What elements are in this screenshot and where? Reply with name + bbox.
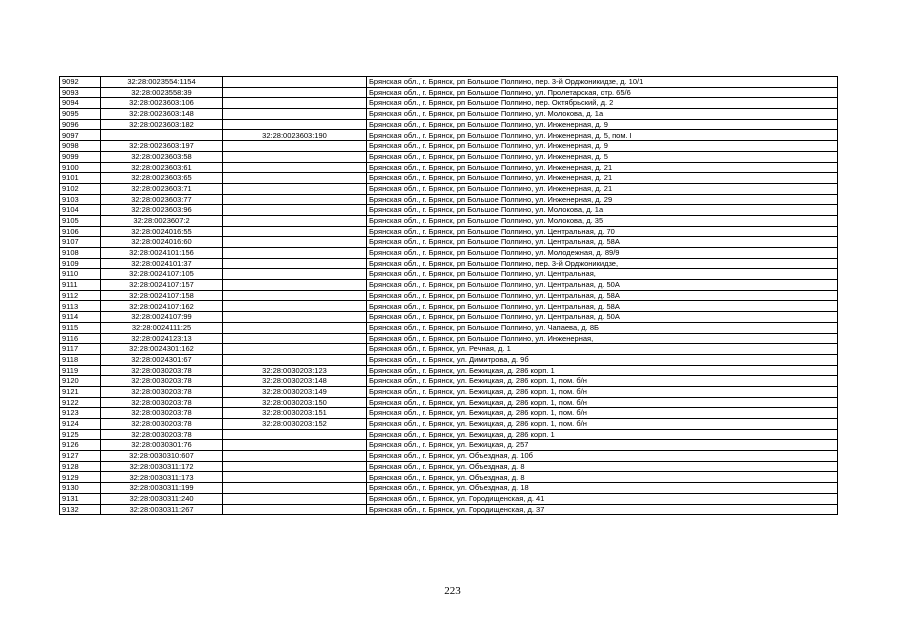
row-number-cell: 9095 <box>60 109 101 120</box>
cadastral-number-cell: 32:28:0023603:148 <box>101 109 223 120</box>
table-row <box>60 312 838 323</box>
cadastral-number-cell: 32:28:0024101:37 <box>101 258 223 269</box>
address-cell: Брянская обл., г. Брянск, ул. Димитрова, д. 9б <box>367 354 838 365</box>
address-cell: Брянская обл., г. Брянск, рп Большое Полпино, ул. Молодежная, д. 89/9 <box>367 248 838 259</box>
address-cell: Брянская обл., г. Брянск, рп Большое Полпино, ул. Инженерная, д. 21 <box>367 183 838 194</box>
cadastral-number-cell: 32:28:0023603:58 <box>101 151 223 162</box>
row-number-cell: 9120 <box>60 376 101 387</box>
sub-cadastral-number-cell <box>223 290 367 301</box>
address-cell: Брянская обл., г. Брянск, рп Большое Полпино, ул. Молокова, д. 1а <box>367 205 838 216</box>
address-cell: Брянская обл., г. Брянск, ул. Бежицкая, д. 286 корп. 1 <box>367 429 838 440</box>
cadastral-number-cell: 32:28:0030203:78 <box>101 376 223 387</box>
cadastral-number-cell: 32:28:0023603:197 <box>101 141 223 152</box>
table-row <box>60 429 838 440</box>
address-cell: Брянская обл., г. Брянск, рп Большое Полпино, ул. Инженерная, д. 5, пом. I <box>367 130 838 141</box>
address-cell: Брянская обл., г. Брянск, ул. Бежицкая, д. 286 корп. 1, пом. б/н <box>367 386 838 397</box>
row-number-cell: 9117 <box>60 344 101 355</box>
sub-cadastral-number-cell <box>223 301 367 312</box>
cadastral-number-cell: 32:28:0023603:65 <box>101 173 223 184</box>
address-cell: Брянская обл., г. Брянск, ул. Бежицкая, д. 286 корп. 1, пом. б/н <box>367 376 838 387</box>
table-row <box>60 248 838 259</box>
address-cell: Брянская обл., г. Брянск, рп Большое Полпино, ул. Центральная, д. 58А <box>367 301 838 312</box>
sub-cadastral-number-cell <box>223 205 367 216</box>
address-cell: Брянская обл., г. Брянск, рп Большое Полпино, ул. Инженерная, д. 5 <box>367 151 838 162</box>
row-number-cell: 9122 <box>60 397 101 408</box>
table-row <box>60 205 838 216</box>
table-row <box>60 451 838 462</box>
table-row <box>60 194 838 205</box>
sub-cadastral-number-cell <box>223 248 367 259</box>
cadastral-number-cell: 32:28:0024107:105 <box>101 269 223 280</box>
table-row <box>60 183 838 194</box>
sub-cadastral-number-cell <box>223 333 367 344</box>
address-cell: Брянская обл., г. Брянск, рп Большое Полпино, ул. Инженерная, <box>367 333 838 344</box>
cadastral-number-cell: 32:28:0023603:71 <box>101 183 223 194</box>
row-number-cell: 9099 <box>60 151 101 162</box>
sub-cadastral-number-cell <box>223 322 367 333</box>
address-cell: Брянская обл., г. Брянск, ул. Объездная, д. 18 <box>367 483 838 494</box>
sub-cadastral-number-cell <box>223 151 367 162</box>
row-number-cell: 9115 <box>60 322 101 333</box>
row-number-cell: 9121 <box>60 386 101 397</box>
address-cell: Брянская обл., г. Брянск, рп Большое Полпино, ул. Пролетарская, стр. 65/6 <box>367 87 838 98</box>
cadastral-number-cell: 32:28:0024101:156 <box>101 248 223 259</box>
address-cell: Брянская обл., г. Брянск, рп Большое Полпино, ул. Центральная, <box>367 269 838 280</box>
row-number-cell: 9092 <box>60 77 101 88</box>
sub-cadastral-number-cell <box>223 77 367 88</box>
cadastral-number-cell: 32:28:0024301:67 <box>101 354 223 365</box>
row-number-cell: 9132 <box>60 504 101 515</box>
cadastral-number-cell: 32:28:0024301:162 <box>101 344 223 355</box>
address-cell: Брянская обл., г. Брянск, ул. Бежицкая, д. 286 корп. 1 <box>367 365 838 376</box>
table-row <box>60 130 838 141</box>
property-registry-table <box>59 76 838 515</box>
cadastral-number-cell: 32:28:0023603:106 <box>101 98 223 109</box>
address-cell: Брянская обл., г. Брянск, рп Большое Полпино, ул. Инженерная, д. 21 <box>367 173 838 184</box>
table-row <box>60 301 838 312</box>
row-number-cell: 9104 <box>60 205 101 216</box>
cadastral-number-cell: 32:28:0023603:77 <box>101 194 223 205</box>
table-row <box>60 109 838 120</box>
cadastral-number-cell: 32:28:0030311:267 <box>101 504 223 515</box>
table-row <box>60 141 838 152</box>
address-cell: Брянская обл., г. Брянск, рп Большое Полпино, ул. Центральная, д. 58А <box>367 290 838 301</box>
sub-cadastral-number-cell <box>223 344 367 355</box>
row-number-cell: 9110 <box>60 269 101 280</box>
address-cell: Брянская обл., г. Брянск, ул. Бежицкая, д. 286 корп. 1, пом. б/н <box>367 419 838 430</box>
row-number-cell: 9108 <box>60 248 101 259</box>
address-cell: Брянская обл., г. Брянск, ул. Объездная, д. 10б <box>367 451 838 462</box>
cadastral-number-cell: 32:28:0024107:99 <box>101 312 223 323</box>
table-row <box>60 376 838 387</box>
table-row <box>60 162 838 173</box>
cadastral-number-cell <box>101 130 223 141</box>
cadastral-number-cell: 32:28:0024107:157 <box>101 280 223 291</box>
row-number-cell: 9129 <box>60 472 101 483</box>
sub-cadastral-number-cell <box>223 269 367 280</box>
sub-cadastral-number-cell <box>223 119 367 130</box>
sub-cadastral-number-cell: 32:28:0030203:149 <box>223 386 367 397</box>
row-number-cell: 9128 <box>60 461 101 472</box>
table-row <box>60 440 838 451</box>
address-cell: Брянская обл., г. Брянск, рп Большое Полпино, ул. Молокова, д. 1а <box>367 109 838 120</box>
address-cell: Брянская обл., г. Брянск, рп Большое Полпино, ул. Инженерная, д. 21 <box>367 162 838 173</box>
row-number-cell: 9125 <box>60 429 101 440</box>
table-row <box>60 290 838 301</box>
cadastral-number-cell: 32:28:0024111:25 <box>101 322 223 333</box>
address-cell: Брянская обл., г. Брянск, рп Большое Полпино, ул. Чапаева, д. 8Б <box>367 322 838 333</box>
sub-cadastral-number-cell <box>223 109 367 120</box>
sub-cadastral-number-cell: 32:28:0030203:123 <box>223 365 367 376</box>
address-cell: Брянская обл., г. Брянск, рп Большое Полпино, ул. Центральная, д. 58А <box>367 237 838 248</box>
table-row <box>60 280 838 291</box>
table-row <box>60 493 838 504</box>
cadastral-number-cell: 32:28:0030203:78 <box>101 397 223 408</box>
cadastral-number-cell: 32:28:0030203:78 <box>101 429 223 440</box>
row-number-cell: 9106 <box>60 226 101 237</box>
address-cell: Брянская обл., г. Брянск, ул. Речная, д. 1 <box>367 344 838 355</box>
sub-cadastral-number-cell: 32:28:0023603:190 <box>223 130 367 141</box>
cadastral-number-cell: 32:28:0030203:78 <box>101 408 223 419</box>
cadastral-number-cell: 32:28:0023603:182 <box>101 119 223 130</box>
row-number-cell: 9124 <box>60 419 101 430</box>
sub-cadastral-number-cell <box>223 280 367 291</box>
sub-cadastral-number-cell <box>223 504 367 515</box>
row-number-cell: 9126 <box>60 440 101 451</box>
sub-cadastral-number-cell <box>223 258 367 269</box>
row-number-cell: 9111 <box>60 280 101 291</box>
cadastral-number-cell: 32:28:0023603:61 <box>101 162 223 173</box>
sub-cadastral-number-cell <box>223 429 367 440</box>
table-row <box>60 333 838 344</box>
address-cell: Брянская обл., г. Брянск, рп Большое Полпино, пер. Октябрьский, д. 2 <box>367 98 838 109</box>
cadastral-number-cell: 32:28:0030311:199 <box>101 483 223 494</box>
table-row <box>60 461 838 472</box>
sub-cadastral-number-cell <box>223 87 367 98</box>
page-number: 223 <box>444 585 461 597</box>
table-row <box>60 237 838 248</box>
row-number-cell: 9113 <box>60 301 101 312</box>
cadastral-number-cell: 32:28:0030311:173 <box>101 472 223 483</box>
cadastral-number-cell: 32:28:0030203:78 <box>101 419 223 430</box>
table-row <box>60 173 838 184</box>
row-number-cell: 9102 <box>60 183 101 194</box>
sub-cadastral-number-cell <box>223 226 367 237</box>
registry-table-body <box>60 77 838 515</box>
address-cell: Брянская обл., г. Брянск, ул. Бежицкая, д. 286 корп. 1, пом. б/н <box>367 397 838 408</box>
cadastral-number-cell: 32:28:0023603:96 <box>101 205 223 216</box>
row-number-cell: 9105 <box>60 215 101 226</box>
cadastral-number-cell: 32:28:0024107:162 <box>101 301 223 312</box>
row-number-cell: 9094 <box>60 98 101 109</box>
address-cell: Брянская обл., г. Брянск, рп Большое Полпино, ул. Инженерная, д. 9 <box>367 141 838 152</box>
row-number-cell: 9114 <box>60 312 101 323</box>
row-number-cell: 9130 <box>60 483 101 494</box>
table-row <box>60 483 838 494</box>
row-number-cell: 9093 <box>60 87 101 98</box>
sub-cadastral-number-cell <box>223 162 367 173</box>
sub-cadastral-number-cell <box>223 194 367 205</box>
cadastral-number-cell: 32:28:0024016:60 <box>101 237 223 248</box>
row-number-cell: 9107 <box>60 237 101 248</box>
row-number-cell: 9123 <box>60 408 101 419</box>
row-number-cell: 9119 <box>60 365 101 376</box>
sub-cadastral-number-cell <box>223 173 367 184</box>
row-number-cell: 9103 <box>60 194 101 205</box>
row-number-cell: 9109 <box>60 258 101 269</box>
row-number-cell: 9097 <box>60 130 101 141</box>
row-number-cell: 9116 <box>60 333 101 344</box>
table-row <box>60 408 838 419</box>
table-row <box>60 151 838 162</box>
address-cell: Брянская обл., г. Брянск, рп Большое Полпино, ул. Инженерная, д. 9 <box>367 119 838 130</box>
table-row <box>60 344 838 355</box>
sub-cadastral-number-cell <box>223 461 367 472</box>
address-cell: Брянская обл., г. Брянск, рп Большое Полпино, ул. Центральная, д. 50А <box>367 312 838 323</box>
sub-cadastral-number-cell <box>223 141 367 152</box>
sub-cadastral-number-cell <box>223 237 367 248</box>
sub-cadastral-number-cell <box>223 440 367 451</box>
address-cell: Брянская обл., г. Брянск, ул. Бежицкая, д. 286 корп. 1, пом. б/н <box>367 408 838 419</box>
address-cell: Брянская обл., г. Брянск, ул. Объездная, д. 8 <box>367 461 838 472</box>
cadastral-number-cell: 32:28:0030301:76 <box>101 440 223 451</box>
table-row <box>60 397 838 408</box>
row-number-cell: 9096 <box>60 119 101 130</box>
cadastral-number-cell: 32:28:0024016:55 <box>101 226 223 237</box>
cadastral-number-cell: 32:28:0030203:78 <box>101 365 223 376</box>
address-cell: Брянская обл., г. Брянск, рп Большое Полпино, ул. Инженерная, д. 29 <box>367 194 838 205</box>
address-cell: Брянская обл., г. Брянск, рп Большое Полпино, ул. Центральная, д. 70 <box>367 226 838 237</box>
cadastral-number-cell: 32:28:0030311:172 <box>101 461 223 472</box>
cadastral-number-cell: 32:28:0024107:158 <box>101 290 223 301</box>
table-row <box>60 87 838 98</box>
table-row <box>60 98 838 109</box>
sub-cadastral-number-cell: 32:28:0030203:151 <box>223 408 367 419</box>
row-number-cell: 9100 <box>60 162 101 173</box>
table-row <box>60 472 838 483</box>
sub-cadastral-number-cell: 32:28:0030203:150 <box>223 397 367 408</box>
sub-cadastral-number-cell <box>223 183 367 194</box>
address-cell: Брянская обл., г. Брянск, ул. Городищенская, д. 37 <box>367 504 838 515</box>
address-cell: Брянская обл., г. Брянск, рп Большое Полпино, ул. Молокова, д. 35 <box>367 215 838 226</box>
sub-cadastral-number-cell <box>223 354 367 365</box>
sub-cadastral-number-cell <box>223 312 367 323</box>
row-number-cell: 9127 <box>60 451 101 462</box>
sub-cadastral-number-cell: 32:28:0030203:152 <box>223 419 367 430</box>
cadastral-number-cell: 32:28:0023607:2 <box>101 215 223 226</box>
table-row <box>60 504 838 515</box>
table-row <box>60 215 838 226</box>
cadastral-number-cell: 32:28:0024123:13 <box>101 333 223 344</box>
row-number-cell: 9101 <box>60 173 101 184</box>
sub-cadastral-number-cell: 32:28:0030203:148 <box>223 376 367 387</box>
address-cell: Брянская обл., г. Брянск, ул. Бежицкая, д. 257 <box>367 440 838 451</box>
sub-cadastral-number-cell <box>223 493 367 504</box>
sub-cadastral-number-cell <box>223 483 367 494</box>
table-row <box>60 258 838 269</box>
address-cell: Брянская обл., г. Брянск, ул. Городищенская, д. 41 <box>367 493 838 504</box>
row-number-cell: 9131 <box>60 493 101 504</box>
cadastral-number-cell: 32:28:0030310:607 <box>101 451 223 462</box>
address-cell: Брянская обл., г. Брянск, ул. Объездная, д. 8 <box>367 472 838 483</box>
sub-cadastral-number-cell <box>223 215 367 226</box>
row-number-cell: 9112 <box>60 290 101 301</box>
cadastral-number-cell: 32:28:0023554:1154 <box>101 77 223 88</box>
row-number-cell: 9098 <box>60 141 101 152</box>
cadastral-number-cell: 32:28:0030203:78 <box>101 386 223 397</box>
address-cell: Брянская обл., г. Брянск, рп Большое Полпино, пер. 3-й Орджоникидзе, д. 10/1 <box>367 77 838 88</box>
cadastral-number-cell: 32:28:0030311:240 <box>101 493 223 504</box>
table-row <box>60 386 838 397</box>
table-row <box>60 365 838 376</box>
table-row <box>60 119 838 130</box>
row-number-cell: 9118 <box>60 354 101 365</box>
address-cell: Брянская обл., г. Брянск, рп Большое Полпино, пер. 3-й Орджоникидзе, <box>367 258 838 269</box>
sub-cadastral-number-cell <box>223 98 367 109</box>
sub-cadastral-number-cell <box>223 472 367 483</box>
table-row <box>60 354 838 365</box>
table-row <box>60 77 838 88</box>
address-cell: Брянская обл., г. Брянск, рп Большое Полпино, ул. Центральная, д. 50А <box>367 280 838 291</box>
table-row <box>60 226 838 237</box>
table-row <box>60 322 838 333</box>
cadastral-number-cell: 32:28:0023558:39 <box>101 87 223 98</box>
sub-cadastral-number-cell <box>223 451 367 462</box>
table-row <box>60 269 838 280</box>
table-row <box>60 419 838 430</box>
